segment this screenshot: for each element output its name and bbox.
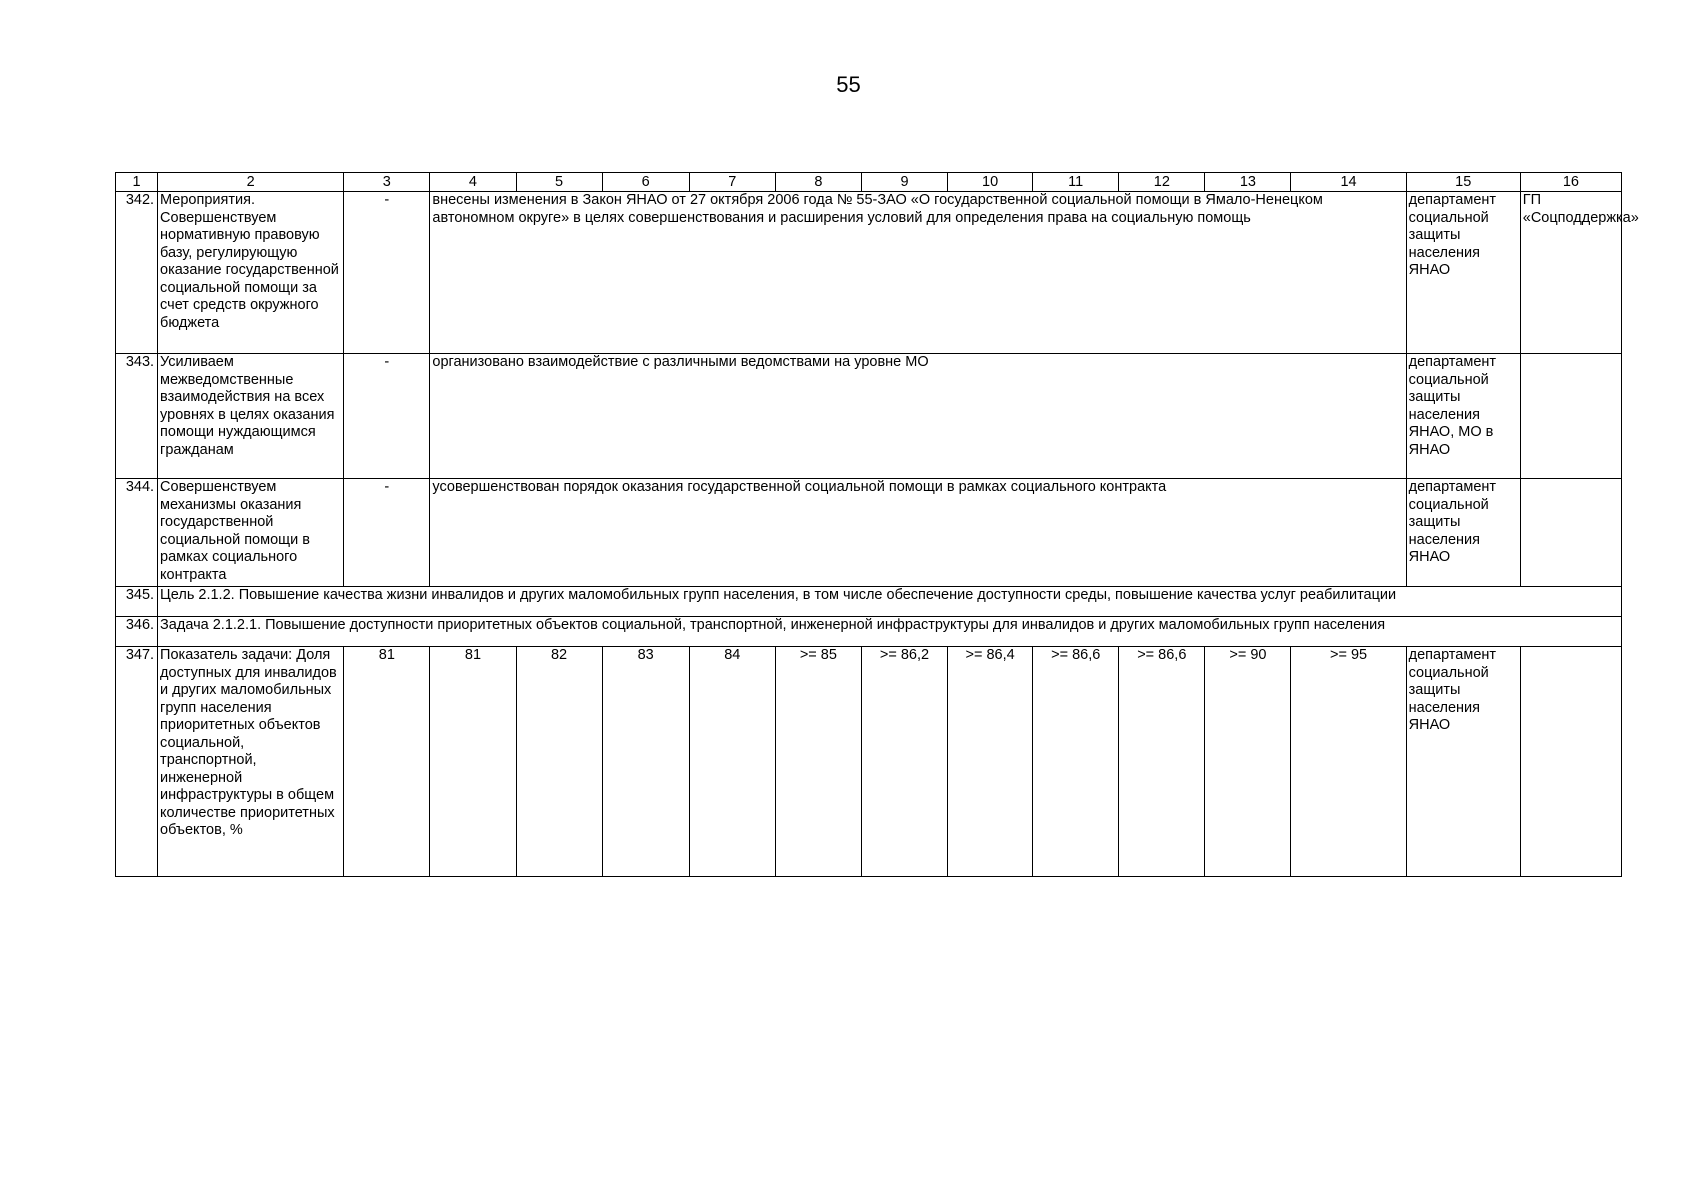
goal-row <box>116 587 1622 617</box>
header-cell: 3 <box>344 173 430 192</box>
header-cell: 16 <box>1520 173 1621 192</box>
header-cell: 7 <box>689 173 775 192</box>
indicator-value: >= 86,6 <box>1119 647 1205 877</box>
header-cell: 6 <box>602 173 689 192</box>
table-row <box>116 479 1622 587</box>
row-executor: департамент социальной защиты населения ЯНАО <box>1406 479 1520 587</box>
row-program <box>1520 647 1621 877</box>
task-row <box>116 617 1622 647</box>
indicator-value: >= 95 <box>1291 647 1406 877</box>
row-name: Усиливаем межведомственные взаимодействия на всех уровнях в целях оказания помощи нуждающимся гражданам <box>158 354 344 479</box>
header-cell: 10 <box>948 173 1033 192</box>
row-name: Мероприятия. Совершенствуем нормативную правовую базу, регулирующую оказание государственной социальной помощи за счет средств окружного бюджета <box>158 192 344 354</box>
header-cell: 12 <box>1119 173 1205 192</box>
indicator-value: >= 86,6 <box>1033 647 1119 877</box>
indicator-value: 81 <box>344 647 430 877</box>
header-row <box>116 173 1622 192</box>
indicator-value: 82 <box>516 647 602 877</box>
header-cell: 4 <box>430 173 516 192</box>
row-number: 343. <box>116 354 158 479</box>
header-cell: 2 <box>158 173 344 192</box>
indicator-name: Показатель задачи: Доля доступных для инвалидов и других маломобильных групп населения приоритетных объектов социальной, транспортной, инженерной инфраструктуры в общем количестве приоритетных объектов, % <box>158 647 344 877</box>
indicator-row <box>116 647 1622 877</box>
header-cell: 13 <box>1205 173 1291 192</box>
table-row <box>116 192 1622 354</box>
indicator-value: >= 86,4 <box>948 647 1033 877</box>
program-table <box>115 172 1639 877</box>
indicator-value: 84 <box>689 647 775 877</box>
table-row <box>116 354 1622 479</box>
header-cell: 9 <box>861 173 947 192</box>
row-result-text: внесены изменения в Закон ЯНАО от 27 октября 2006 года № 55-ЗАО «О государственной социальной помощи в Ямало-Ненецком автономном округе» в целях совершенствования и расширения условий для определения права на социальную помощь <box>430 192 1406 354</box>
indicator-value: 83 <box>602 647 689 877</box>
header-cell: 5 <box>516 173 602 192</box>
header-cell: 15 <box>1406 173 1520 192</box>
header-cell: 1 <box>116 173 158 192</box>
goal-text: Цель 2.1.2. Повышение качества жизни инвалидов и других маломобильных групп населения, в том числе обеспечение доступности среды, повышение качества услуг реабилитации <box>158 587 1622 617</box>
row-number: 347. <box>116 647 158 877</box>
row-number: 342. <box>116 192 158 354</box>
row-program <box>1520 479 1621 587</box>
row-program <box>1520 354 1621 479</box>
indicator-value: 81 <box>430 647 516 877</box>
header-cell: 8 <box>775 173 861 192</box>
row-number: 344. <box>116 479 158 587</box>
page-number: 55 <box>836 72 861 97</box>
row-program: ГП «Соцподдержка» <box>1520 192 1621 354</box>
row-executor: департамент социальной защиты населения ЯНАО, МО в ЯНАО <box>1406 354 1520 479</box>
row-col3: - <box>344 354 430 479</box>
row-result-text: организовано взаимодействие с различными ведомствами на уровне МО <box>430 354 1406 479</box>
row-executor: департамент социальной защиты населения ЯНАО <box>1406 647 1520 877</box>
row-col3: - <box>344 192 430 354</box>
row-executor: департамент социальной защиты населения ЯНАО <box>1406 192 1520 354</box>
header-cell: 11 <box>1033 173 1119 192</box>
indicator-value: >= 86,2 <box>861 647 947 877</box>
row-name: Совершенствуем механизмы оказания государственной социальной помощи в рамках социального контракта <box>158 479 344 587</box>
indicator-value: >= 90 <box>1205 647 1291 877</box>
row-result-text: усовершенствован порядок оказания государственной социальной помощи в рамках социального контракта <box>430 479 1406 587</box>
task-text: Задача 2.1.2.1. Повышение доступности приоритетных объектов социальной, транспортной, инженерной инфраструктуры для инвалидов и других маломобильных групп населения <box>158 617 1622 647</box>
indicator-value: >= 85 <box>775 647 861 877</box>
row-number: 345. <box>116 587 158 617</box>
row-number: 346. <box>116 617 158 647</box>
header-cell: 14 <box>1291 173 1406 192</box>
row-col3: - <box>344 479 430 587</box>
